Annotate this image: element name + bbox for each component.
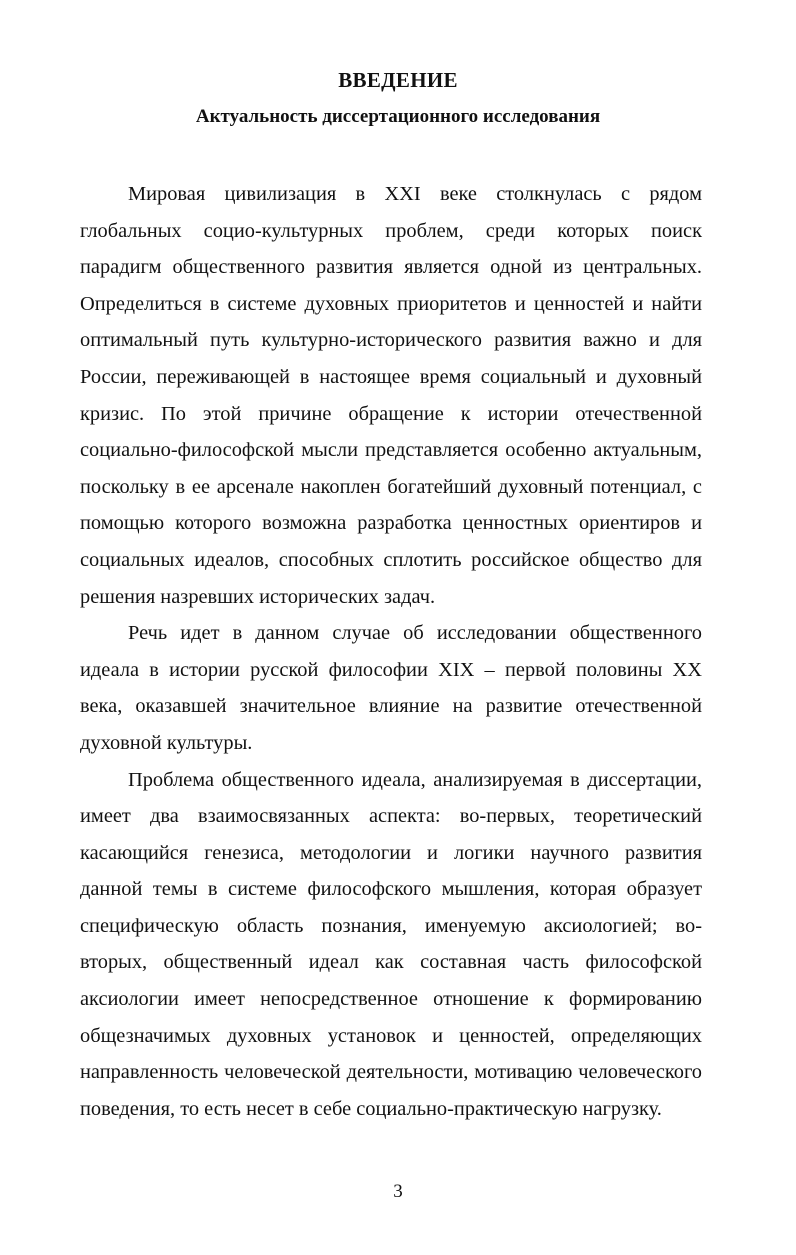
- paragraph-1: Мировая цивилизация в XXI веке столкнулась с рядом глобальных социо-культурных проблем, среди которых поиск парадигм общественного развития является одной из центральных. Определиться в системе духовных приоритетов и ценностей и найти оптимальный путь культурно-исторического развития важно и для России, переживающей в настоящее время социальный и духовный кризис. По этой причине обращение к истории отечественной социально-философской мысли представляется особенно актуальным, поскольку в ее арсенале накоплен богатейший духовный потенциал, с помощью которого возможна разработка ценностных ориентиров и социальных идеалов, способных сплотить российское общество для решения назревших исторических задач.: [80, 183, 702, 608]
- paragraph-2: Речь идет в данном случае об исследовании общественного идеала в истории русской философии XIX – первой половины XX века, оказавшей значительное влияние на развитие отечественной духовной культуры.: [80, 622, 702, 754]
- body-text: [80, 176, 702, 1127]
- document-title: ВВЕДЕНИЕ: [338, 68, 458, 92]
- paragraph-3: Проблема общественного идеала, анализируемая в диссертации, имеет два взаимосвязанных аспекта: во-первых, теоретический касающийся генезиса, методологии и логики научного развития данной темы в системе философского мышления, которая образует специфическую область познания, именуемую аксиологией; во-вторых, общественный идеал как составная часть философской аксиологии имеет непосредственное отношение к формированию общезначимых духовных установок и ценностей, определяющих направленность человеческой деятельности, мотивацию человеческого поведения, то есть несет в себе социально-практическую нагрузку.: [80, 768, 702, 1120]
- document-subtitle: Актуальность диссертационного исследования: [195, 106, 601, 127]
- page-number: 3: [393, 1181, 403, 1202]
